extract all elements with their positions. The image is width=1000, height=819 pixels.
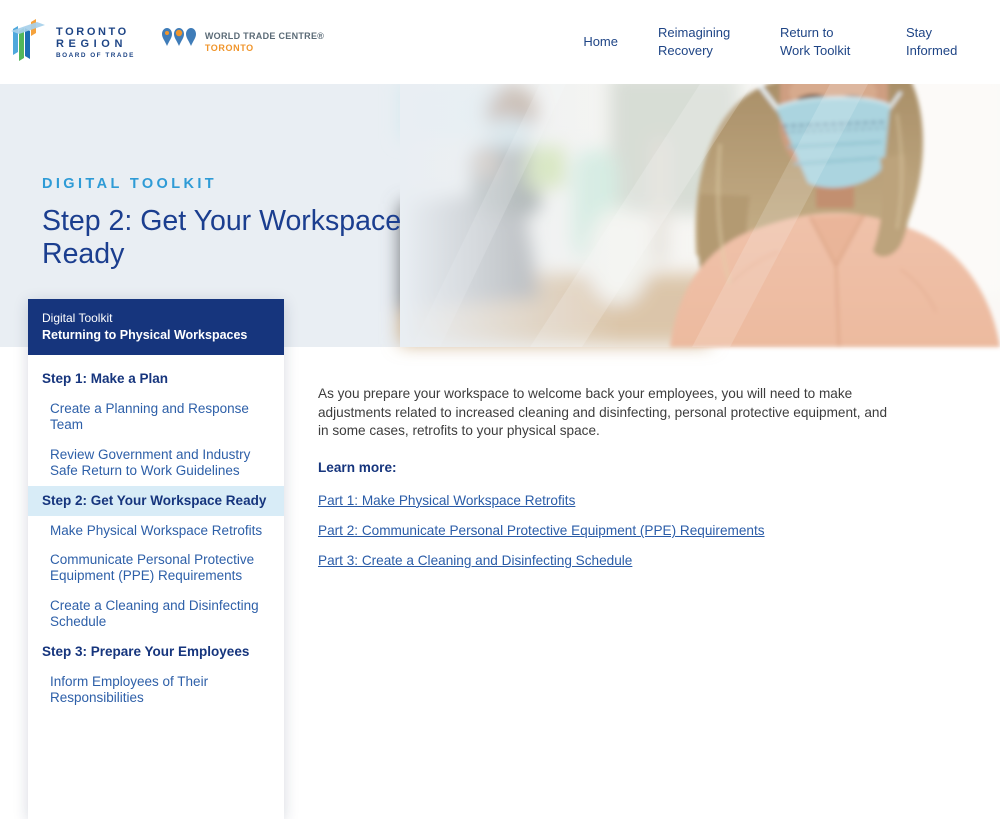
main-nav bbox=[583, 24, 970, 60]
toolkit-sidebar bbox=[28, 299, 284, 819]
sidebar-item[interactable]: Create a Planning and Response Team bbox=[50, 400, 249, 432]
sidebar-item[interactable]: Inform Employees of Their Responsibilities bbox=[50, 674, 209, 705]
sidebar-header-title: Returning to Physical Workspaces bbox=[42, 328, 248, 342]
main-content bbox=[318, 347, 938, 582]
trbot-logo-icon bbox=[10, 18, 48, 67]
part-link-list bbox=[318, 492, 938, 570]
nav-return-to-work-toolkit[interactable]: Return to Work Toolkit bbox=[780, 24, 851, 58]
trbot-logo-text: TORONTO REGION BOARD OF TRADE bbox=[56, 25, 135, 59]
part-link[interactable]: Part 3: Create a Cleaning and Disinfecting Schedule bbox=[318, 553, 633, 569]
logo-group bbox=[10, 18, 324, 67]
sidebar-item-list bbox=[28, 355, 284, 725]
wtc-logo-text: WORLD TRADE CENTRE® TORONTO bbox=[204, 31, 325, 53]
sidebar-item[interactable]: Step 3: Prepare Your Employees bbox=[42, 644, 250, 660]
part-link[interactable]: Part 1: Make Physical Workspace Retrofits bbox=[318, 492, 576, 508]
sidebar-item[interactable]: Create a Cleaning and Disinfecting Schedule bbox=[50, 598, 259, 630]
world-trade-centre-logo[interactable] bbox=[161, 27, 324, 58]
hero-text bbox=[42, 176, 432, 271]
sidebar-header-kicker: Digital Toolkit bbox=[42, 311, 113, 325]
sidebar-header bbox=[28, 299, 284, 355]
toronto-region-board-of-trade-logo[interactable] bbox=[10, 18, 135, 67]
hero-eyebrow: DIGITAL TOOLKIT bbox=[42, 176, 218, 192]
sidebar-item[interactable]: Step 2: Get Your Workspace Ready bbox=[28, 486, 284, 516]
wtc-logo-icon bbox=[161, 27, 197, 58]
learn-more-label: Learn more: bbox=[318, 459, 397, 475]
intro-paragraph: As you prepare your workspace to welcome back your employees, you will need to make adjustments related to increased cleaning and disinfecting, personal protective equipment, and in some cases, retrofits to your physical space. bbox=[318, 386, 888, 439]
nav-stay-informed[interactable]: Stay Informed bbox=[906, 24, 958, 58]
part-link[interactable]: Part 2: Communicate Personal Protective Equipment (PPE) Requirements bbox=[318, 523, 765, 538]
page-title: Step 2: Get Your Workspace Ready bbox=[42, 205, 402, 270]
nav-reimagining-recovery[interactable]: Reimagining Recovery bbox=[658, 24, 731, 58]
sidebar-item[interactable]: Communicate Personal Protective Equipment (PPE) Requirements bbox=[50, 552, 255, 584]
sidebar-item[interactable]: Review Government and Industry Safe Return to Work Guidelines bbox=[50, 446, 251, 478]
nav-home[interactable]: Home bbox=[583, 33, 618, 49]
site-header bbox=[0, 0, 1000, 84]
sidebar-item[interactable]: Step 1: Make a Plan bbox=[42, 371, 169, 386]
sidebar-item[interactable]: Make Physical Workspace Retrofits bbox=[50, 522, 263, 538]
hero-photo-woman-with-mask bbox=[400, 84, 1000, 347]
